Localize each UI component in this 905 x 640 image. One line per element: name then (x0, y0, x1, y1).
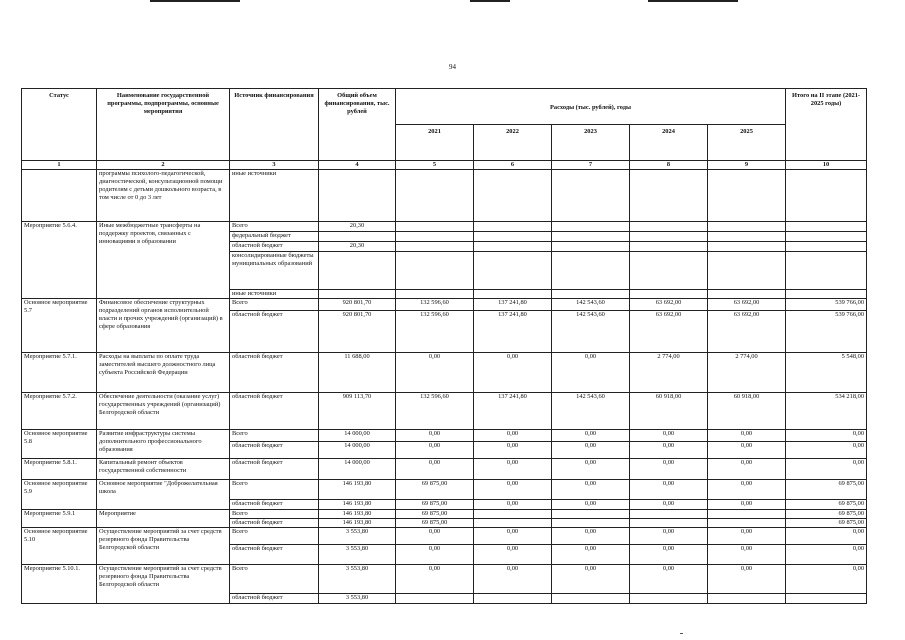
column-number: 4 (319, 161, 396, 170)
cell-total: 3 553,80 (319, 528, 396, 545)
cell-sum: 0,00 (786, 442, 867, 459)
cell-total: 3 553,80 (319, 594, 396, 604)
cell-total (319, 232, 396, 242)
cell-total: 14 000,00 (319, 459, 396, 480)
cell-year-2025 (708, 510, 786, 519)
table-row (22, 222, 867, 232)
row-name: Капитальный ремонт объектов государственной собственности (97, 459, 230, 480)
cell-year-2023: 0,00 (552, 545, 630, 565)
row-status: Мероприятие 5.10.1. (22, 565, 97, 604)
cell-year-2022: 137 241,80 (474, 299, 552, 311)
cell-year-2023 (552, 510, 630, 519)
cell-sum: 0,00 (786, 459, 867, 480)
cell-year-2023 (552, 232, 630, 242)
top-edge-line (470, 0, 510, 2)
cell-year-2023: 142 543,60 (552, 299, 630, 311)
cell-year-2025: 0,00 (708, 459, 786, 480)
cell-year-2025: 0,00 (708, 430, 786, 442)
page-number: 94 (449, 63, 456, 71)
cell-sum: 69 875,00 (786, 519, 867, 528)
cell-year-2022 (474, 519, 552, 528)
cell-year-2023 (552, 222, 630, 232)
cell-year-2023: 0,00 (552, 442, 630, 459)
column-number: 3 (230, 161, 319, 170)
row-name: Развитие инфраструктуры системы дополнительного профессионального образования (97, 430, 230, 459)
column-number: 5 (396, 161, 474, 170)
header-year: 2024 (630, 125, 708, 161)
cell-year-2025: 63 692,00 (708, 311, 786, 353)
row-status: Основное мероприятие 5.8 (22, 430, 97, 459)
cell-year-2025 (708, 232, 786, 242)
cell-year-2024: 0,00 (630, 500, 708, 510)
cell-sum (786, 290, 867, 299)
cell-year-2025 (708, 222, 786, 232)
cell-year-2022: 0,00 (474, 480, 552, 500)
cell-year-2025: 0,00 (708, 528, 786, 545)
cell-year-2022: 0,00 (474, 528, 552, 545)
row-status: Мероприятие 5.7.1. (22, 353, 97, 393)
cell-year-2021: 0,00 (396, 353, 474, 393)
cell-year-2024 (630, 242, 708, 252)
cell-year-2023 (552, 594, 630, 604)
cell-sum (786, 252, 867, 290)
header-year: 2025 (708, 125, 786, 161)
cell-year-2022: 137 241,80 (474, 393, 552, 430)
top-edge-line (150, 0, 240, 2)
row-name: Расходы на выплаты по оплате труда заместителей высшего должностного лица субъекта Российской Федерации (97, 353, 230, 393)
cell-year-2023 (552, 290, 630, 299)
cell-year-2023: 0,00 (552, 528, 630, 545)
cell-source: областной бюджет (230, 353, 319, 393)
table-row (22, 430, 867, 442)
cell-sum (786, 594, 867, 604)
header-expenses: Расходы (тыс. рублей), годы (396, 89, 786, 125)
cell-year-2024: 0,00 (630, 545, 708, 565)
cell-year-2023: 0,00 (552, 480, 630, 500)
cell-total: 920 801,70 (319, 311, 396, 353)
cell-year-2021: 132 596,60 (396, 393, 474, 430)
row-status: Основное мероприятие 5.9 (22, 480, 97, 510)
table-row (22, 170, 867, 222)
cell-source: Всего (230, 510, 319, 519)
cell-sum: 69 875,00 (786, 500, 867, 510)
cell-year-2021: 132 596,60 (396, 311, 474, 353)
cell-year-2021 (396, 594, 474, 604)
cell-year-2025: 0,00 (708, 565, 786, 594)
cell-year-2025 (708, 519, 786, 528)
cell-year-2024: 0,00 (630, 565, 708, 594)
cell-total: 20,30 (319, 222, 396, 232)
cell-sum: 539 766,00 (786, 299, 867, 311)
cell-source: Всего (230, 222, 319, 232)
column-number: 2 (97, 161, 230, 170)
header-year: 2023 (552, 125, 630, 161)
cell-year-2022: 0,00 (474, 353, 552, 393)
cell-year-2025 (708, 170, 786, 222)
cell-sum: 69 875,00 (786, 510, 867, 519)
cell-year-2022: 137 241,80 (474, 311, 552, 353)
cell-source: Всего (230, 528, 319, 545)
cell-year-2021: 132 596,60 (396, 299, 474, 311)
cell-year-2021 (396, 232, 474, 242)
cell-year-2023: 142 543,60 (552, 311, 630, 353)
cell-year-2025: 0,00 (708, 545, 786, 565)
cell-year-2021: 0,00 (396, 565, 474, 594)
cell-sum: 0,00 (786, 528, 867, 545)
cell-sum: 0,00 (786, 565, 867, 594)
cell-sum (786, 222, 867, 232)
row-name: Осуществление мероприятий за счет средств резервного фонда Правительства Белгородской области (97, 528, 230, 565)
header-year: 2022 (474, 125, 552, 161)
cell-source: областной бюджет (230, 545, 319, 565)
row-status: Мероприятие 5.7.2. (22, 393, 97, 430)
cell-year-2025: 60 918,00 (708, 393, 786, 430)
cell-year-2021 (396, 252, 474, 290)
row-status: Основное мероприятие 5.7 (22, 299, 97, 353)
cell-year-2022 (474, 232, 552, 242)
cell-total: 920 801,70 (319, 299, 396, 311)
cell-source: Всего (230, 299, 319, 311)
cell-year-2021: 0,00 (396, 545, 474, 565)
column-number: 6 (474, 161, 552, 170)
cell-sum: 69 875,00 (786, 480, 867, 500)
table-row (22, 393, 867, 430)
cell-year-2023 (552, 252, 630, 290)
cell-year-2024: 0,00 (630, 459, 708, 480)
cell-year-2024: 63 692,00 (630, 299, 708, 311)
cell-total: 20,30 (319, 242, 396, 252)
cell-source: областной бюджет (230, 500, 319, 510)
cell-total: 14 000,00 (319, 430, 396, 442)
cell-source: Всего (230, 565, 319, 594)
row-name: Обеспечение деятельности (оказание услуг) государственных учреждений (организаций) Белгородской области (97, 393, 230, 430)
cell-year-2024 (630, 290, 708, 299)
cell-year-2024 (630, 232, 708, 242)
cell-total: 909 113,70 (319, 393, 396, 430)
row-status (22, 170, 97, 222)
cell-year-2024: 2 774,00 (630, 353, 708, 393)
cell-year-2025: 63 692,00 (708, 299, 786, 311)
cell-source: областной бюджет (230, 393, 319, 430)
cell-year-2021 (396, 170, 474, 222)
cell-year-2021 (396, 290, 474, 299)
cell-year-2024: 63 692,00 (630, 311, 708, 353)
cell-source: областной бюджет (230, 242, 319, 252)
cell-year-2025 (708, 594, 786, 604)
cell-year-2025: 0,00 (708, 442, 786, 459)
table-row (22, 353, 867, 393)
cell-year-2021: 0,00 (396, 442, 474, 459)
column-number: 9 (708, 161, 786, 170)
cell-year-2025 (708, 242, 786, 252)
cell-year-2021: 69 875,00 (396, 480, 474, 500)
cell-year-2022: 0,00 (474, 565, 552, 594)
cell-year-2023: 0,00 (552, 353, 630, 393)
cell-year-2024: 0,00 (630, 480, 708, 500)
cell-year-2022 (474, 594, 552, 604)
cell-source: консолидированные бюджеты муниципальных образований (230, 252, 319, 290)
cell-sum (786, 170, 867, 222)
cell-total (319, 252, 396, 290)
cell-year-2022: 0,00 (474, 545, 552, 565)
row-name: Иные межбюджетные трансферты на поддержку проектов, связанных с инновациями в образовании (97, 222, 230, 299)
cell-year-2024: 0,00 (630, 528, 708, 545)
cell-source: Всего (230, 430, 319, 442)
cell-total: 3 553,80 (319, 545, 396, 565)
cell-sum (786, 232, 867, 242)
cell-year-2024 (630, 510, 708, 519)
cell-year-2024 (630, 170, 708, 222)
header-name: Наименование государственной программы, подпрограммы, основные мероприятия (97, 89, 230, 161)
column-number: 7 (552, 161, 630, 170)
cell-year-2024 (630, 222, 708, 232)
cell-year-2025: 0,00 (708, 480, 786, 500)
header-year: 2021 (396, 125, 474, 161)
cell-year-2024 (630, 252, 708, 290)
cell-year-2024: 0,00 (630, 442, 708, 459)
cell-year-2022 (474, 170, 552, 222)
cell-source: иные источники (230, 290, 319, 299)
cell-source: областной бюджет (230, 311, 319, 353)
cell-sum: 539 766,00 (786, 311, 867, 353)
cell-source: областной бюджет (230, 594, 319, 604)
column-numbers-row (22, 161, 867, 170)
table-body (22, 170, 867, 604)
cell-year-2021: 69 875,00 (396, 510, 474, 519)
cell-year-2022: 0,00 (474, 430, 552, 442)
cell-year-2023 (552, 170, 630, 222)
table-row (22, 480, 867, 500)
cell-source: областной бюджет (230, 442, 319, 459)
table-row (22, 299, 867, 311)
cell-year-2023 (552, 242, 630, 252)
cell-total: 3 553,80 (319, 565, 396, 594)
cell-year-2021: 69 875,00 (396, 500, 474, 510)
cell-year-2024: 0,00 (630, 430, 708, 442)
column-number: 1 (22, 161, 97, 170)
cell-source: федеральный бюджет (230, 232, 319, 242)
cell-year-2022: 0,00 (474, 442, 552, 459)
cell-year-2024: 60 918,00 (630, 393, 708, 430)
row-status: Мероприятие 5.9.1 (22, 510, 97, 528)
row-name: программы психолого-педагогической, диагностической, консультационной помощи родителям с детьми дошкольного возраста, в том числе от 0 до 3 лет (97, 170, 230, 222)
cell-year-2022 (474, 242, 552, 252)
financing-table (21, 88, 867, 604)
cell-year-2022 (474, 252, 552, 290)
cell-source: областной бюджет (230, 459, 319, 480)
cell-year-2024 (630, 519, 708, 528)
cell-source: Всего (230, 480, 319, 500)
cell-year-2025: 0,00 (708, 500, 786, 510)
cell-year-2023: 0,00 (552, 565, 630, 594)
row-status: Основное мероприятие 5.10 (22, 528, 97, 565)
cell-source: иные источники (230, 170, 319, 222)
table-row (22, 510, 867, 519)
cell-year-2025: 2 774,00 (708, 353, 786, 393)
cell-total: 11 688,00 (319, 353, 396, 393)
top-edge-line (648, 0, 738, 2)
cell-sum: 5 548,00 (786, 353, 867, 393)
cell-total: 146 193,80 (319, 500, 396, 510)
cell-year-2022 (474, 222, 552, 232)
row-name: Основное мероприятие "Доброжелательная школа (97, 480, 230, 510)
cell-total (319, 170, 396, 222)
cell-sum (786, 242, 867, 252)
header-status: Статус (22, 89, 97, 161)
cell-sum: 0,00 (786, 430, 867, 442)
cell-year-2024 (630, 594, 708, 604)
cell-year-2022 (474, 510, 552, 519)
cell-total (319, 290, 396, 299)
cell-sum: 534 218,00 (786, 393, 867, 430)
cell-year-2023: 142 543,60 (552, 393, 630, 430)
table-row (22, 459, 867, 480)
cell-year-2021 (396, 242, 474, 252)
row-status: Мероприятие 5.6.4. (22, 222, 97, 299)
cell-year-2021 (396, 222, 474, 232)
cell-year-2021: 0,00 (396, 528, 474, 545)
cell-total: 146 193,80 (319, 480, 396, 500)
cell-total: 146 193,80 (319, 519, 396, 528)
cell-year-2022: 0,00 (474, 500, 552, 510)
row-status: Мероприятие 5.8.1. (22, 459, 97, 480)
row-name: Осуществление мероприятий за счет средств резервного фонда Правительства Белгородской области (97, 565, 230, 604)
cell-year-2025 (708, 290, 786, 299)
cell-total: 146 193,80 (319, 510, 396, 519)
cell-year-2023: 0,00 (552, 500, 630, 510)
table-row (22, 528, 867, 545)
cell-year-2021: 69 875,00 (396, 519, 474, 528)
cell-year-2021: 0,00 (396, 459, 474, 480)
row-name: Мероприятие (97, 510, 230, 528)
table-row (22, 565, 867, 594)
header-stage-total: Итого на II этапе (2021-2025 годы) (786, 89, 867, 161)
cell-year-2023: 0,00 (552, 430, 630, 442)
cell-sum: 0,00 (786, 545, 867, 565)
cell-year-2022: 0,00 (474, 459, 552, 480)
cell-source: областной бюджет (230, 519, 319, 528)
cell-year-2021: 0,00 (396, 430, 474, 442)
column-number: 10 (786, 161, 867, 170)
cell-year-2022 (474, 290, 552, 299)
header-total: Общий объем финансирования, тыс. рублей (319, 89, 396, 161)
header-source: Источник финансирования (230, 89, 319, 161)
column-number: 8 (630, 161, 708, 170)
cell-year-2025 (708, 252, 786, 290)
cell-year-2023: 0,00 (552, 459, 630, 480)
row-name: Финансовое обеспечение структурных подразделений органов исполнительной власти и прочих учреждений (организаций) в сфере образования (97, 299, 230, 353)
cell-year-2023 (552, 519, 630, 528)
cell-total: 14 000,00 (319, 442, 396, 459)
scan-mark (680, 633, 683, 634)
